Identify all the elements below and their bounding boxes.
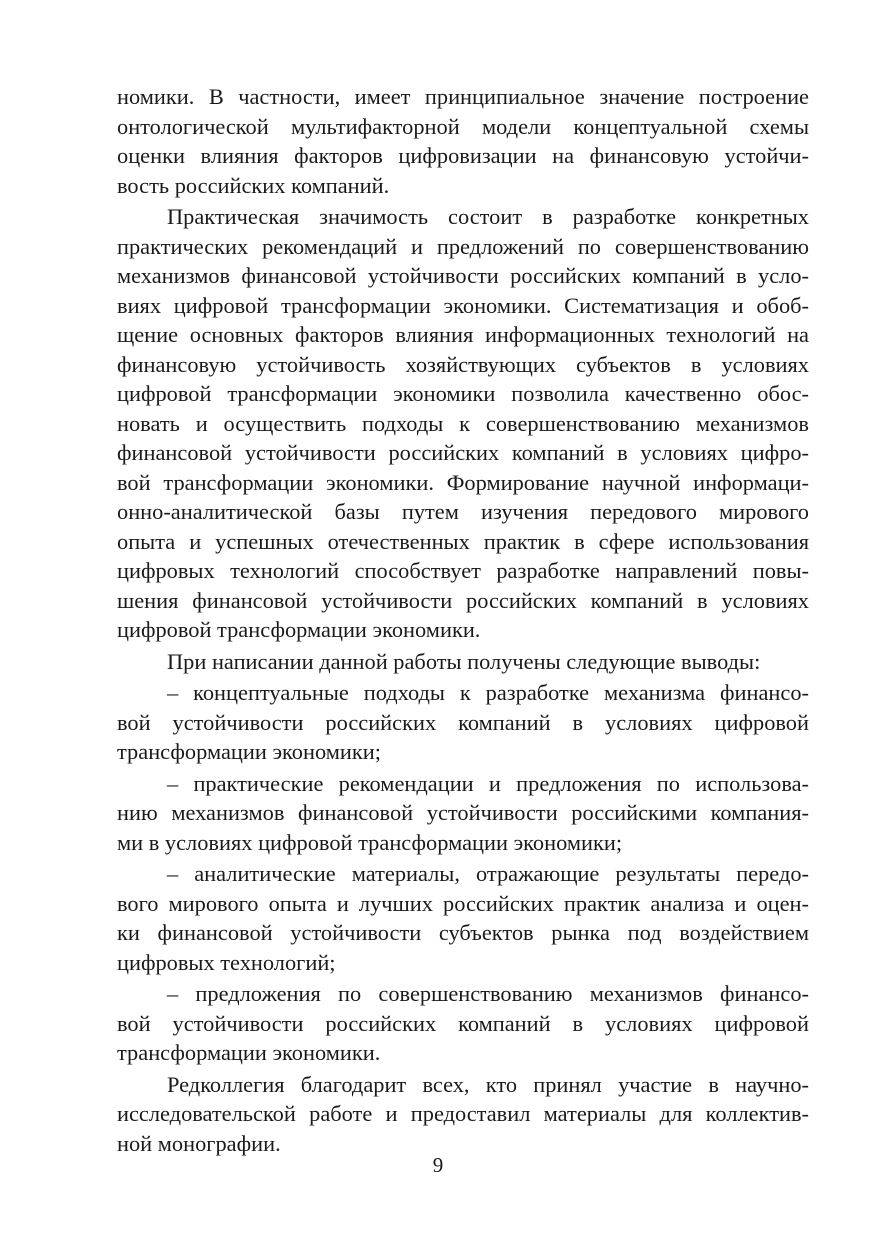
paragraph (117, 859, 809, 977)
text-line: цифровой трансформации экономики. (117, 617, 481, 642)
text-line: виях цифровой трансформации экономики. Систематизация и обоб- (117, 292, 809, 318)
text-line: цифровых технологий способствует разработке направлений повы- (117, 558, 809, 583)
text-line: новать и осуществить подходы к совершенствованию механизмов (117, 410, 809, 436)
text-line: онтологической мультифакторной модели концептуальной схемы (117, 113, 809, 139)
text-line: механизмов финансовой устойчивости российских компаний в усло- (117, 263, 809, 288)
body-text (117, 82, 809, 1160)
text-line: опыта и успешных отечественных практик в сфере использования (117, 528, 809, 554)
text-line: вость российских компаний. (117, 172, 390, 198)
paragraph (117, 1070, 809, 1159)
text-line: – предложения по совершенствованию механизмов финансо- (167, 981, 809, 1006)
text-line: оценки влияния факторов цифровизации на финансовую устойчи- (117, 143, 809, 168)
paragraph (117, 678, 809, 767)
text-line: вого мирового опыта и лучших российских практик анализа и оцен- (117, 890, 809, 916)
text-line: – аналитические материалы, отражающие результаты передо- (167, 861, 809, 886)
text-line: Редколлегия благодарит всех, кто принял участие в научно- (167, 1071, 809, 1097)
paragraph (117, 202, 809, 645)
text-line: – практические рекомендации и предложения по использова- (167, 770, 809, 796)
text-line: шения финансовой устойчивости российских компаний в условиях (117, 587, 809, 613)
text-line: номики. В частности, имеет принципиальное значение построение (117, 84, 809, 109)
text-line: ной монографии. (117, 1130, 281, 1156)
text-line: ки финансовой устойчивости субъектов рынка под воздействием (117, 920, 809, 945)
paragraph (117, 769, 809, 858)
text-line: щение основных факторов влияния информационных технологий на (117, 322, 809, 347)
text-line: финансовой устойчивости российских компаний в условиях цифро- (117, 440, 809, 465)
text-line: трансформации экономики. (117, 1040, 381, 1065)
paragraph (117, 979, 809, 1068)
text-line: трансформации экономики; (117, 739, 381, 764)
text-line: цифровой трансформации экономики позволила качественно обос- (117, 381, 809, 406)
text-line: онно-аналитической базы путем изучения передового мирового (117, 499, 809, 524)
paragraph (117, 647, 809, 677)
text-line: вой устойчивости российских компаний в условиях цифровой (117, 709, 809, 735)
text-line: – концептуальные подходы к разработке механизма финансо- (167, 680, 809, 705)
text-line: цифровых технологий; (117, 949, 336, 975)
text-line: При написании данной работы получены следующие выводы: (167, 648, 761, 674)
text-line: исследовательской работе и предоставил материалы для коллектив- (117, 1101, 809, 1126)
text-line: ми в условиях цифровой трансформации экономики; (117, 829, 623, 855)
text-line: финансовую устойчивость хозяйствующих субъектов в условиях (117, 351, 809, 377)
page-number: 9 (432, 1153, 444, 1177)
paragraph (117, 82, 809, 200)
text-line: практических рекомендаций и предложений по совершенствованию (117, 233, 809, 259)
text-line: Практическая значимость состоит в разработке конкретных (167, 204, 809, 229)
text-line: вой трансформации экономики. Формирование научной информаци- (117, 469, 809, 495)
text-line: нию механизмов финансовой устойчивости российскими компания- (117, 800, 809, 825)
text-line: вой устойчивости российских компаний в условиях цифровой (117, 1010, 809, 1036)
